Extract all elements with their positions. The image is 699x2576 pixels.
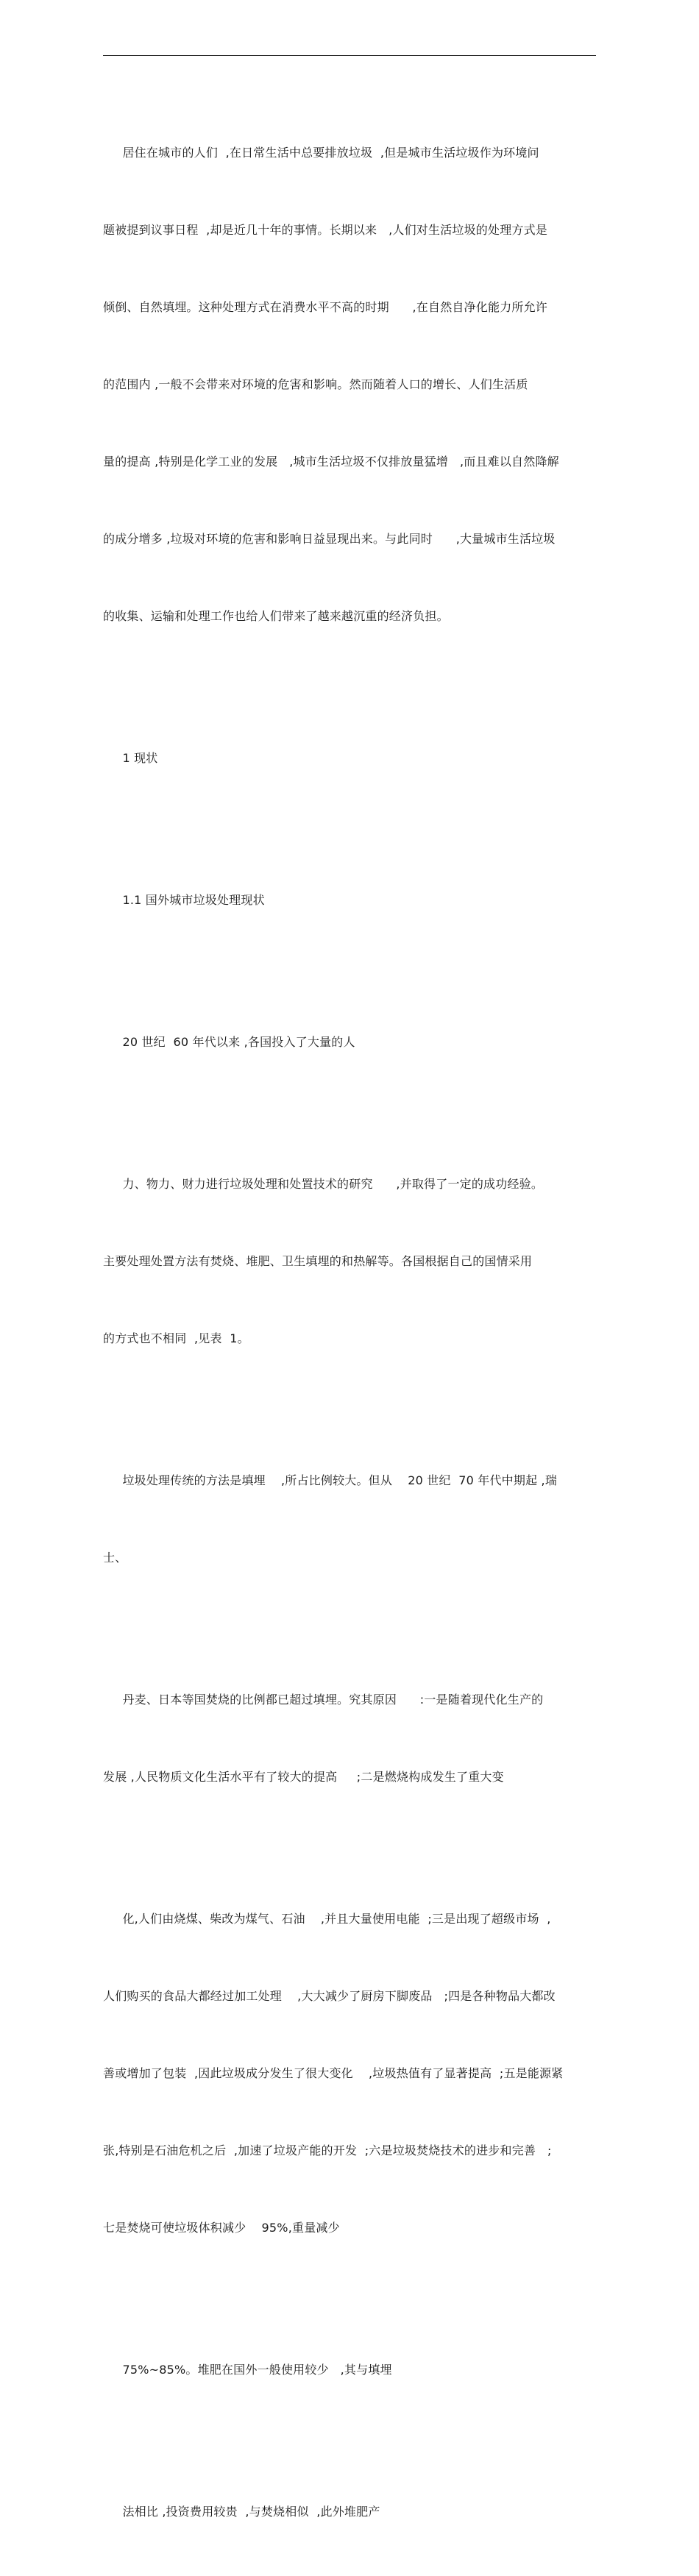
text-line: 善或增加了包装 ,因此垃圾成分发生了很大变化 ,垃圾热值有了显著提高 ;五是能源紧 xyxy=(103,2066,564,2080)
paragraph-intro xyxy=(103,88,596,680)
text-line: 人们购买的食品大都经过加工处理 ,大大减少了厨房下脚废品 ;四是各种物品大都改 xyxy=(103,1989,556,2003)
text-line: 75%~85%。堆肥在国外一般使用较少 ,其与填埋 xyxy=(103,2363,392,2377)
text-line: 题被提到议事日程 ,却是近几十年的事情。长期以来 ,人们对生活垃圾的处理方式是 xyxy=(103,223,548,237)
paragraph xyxy=(103,2305,596,2434)
text-line: 的成分增多 ,垃圾对环境的危害和影响日益显现出来。与此同时 ,大量城市生活垃圾 xyxy=(103,532,556,546)
text-line: 1.1 国外城市垃圾处理现状 xyxy=(103,893,265,907)
text-line: 力、物力、财力进行垃圾处理和处置技术的研究 ,并取得了一定的成功经验。 xyxy=(103,1177,544,1191)
text-line: 的收集、运输和处理工作也给人们带来了越来越沉重的经济负担。 xyxy=(103,609,449,623)
text-line: 主要处理处置方法有焚烧、堆肥、卫生填埋的和热解等。各国根据自己的国情采用 xyxy=(103,1254,533,1268)
subsection-heading xyxy=(103,836,596,964)
text-line: 化,人们由烧煤、柴改为煤气、石油 ,并且大量使用电能 ;三是出现了超级市场 , xyxy=(103,1912,551,1926)
document-body xyxy=(103,88,596,2576)
text-line: 法相比 ,投资费用较贵 ,与焚烧相似 ,此外堆肥产 xyxy=(103,2505,380,2519)
paragraph xyxy=(103,1416,596,1622)
text-line: 发展 ,人民物质文化生活水平有了较大的提高 ;二是燃烧构成发生了重大变 xyxy=(103,1770,504,1784)
text-line: 量的提高 ,特别是化学工业的发展 ,城市生活垃圾不仅排放量猛增 ,而且难以自然降解 xyxy=(103,455,559,469)
paragraph xyxy=(103,1854,596,2292)
text-line: 居住在城市的人们 ,在日常生活中总要排放垃圾 ,但是城市生活垃圾作为环境问 xyxy=(103,146,539,160)
text-line: 张,特别是石油危机之后 ,加速了垃圾产能的开发 ;六是垃圾焚烧技术的进步和完善 ; xyxy=(103,2143,552,2157)
paragraph xyxy=(103,1635,596,1841)
paragraph xyxy=(103,2447,596,2576)
text-line: 20 世纪 60 年代以来 ,各国投入了大量的人 xyxy=(103,1035,355,1049)
section-heading xyxy=(103,694,596,822)
text-line: 的方式也不相同 ,见表 1。 xyxy=(103,1331,249,1345)
text-line: 垃圾处理传统的方法是填埋 ,所占比例较大。但从 20 世纪 70 年代中期起 ,瑞 xyxy=(103,1473,558,1487)
text-line: 丹麦、日本等国焚烧的比例都已超过填埋。究其原因 :一是随着现代化生产的 xyxy=(103,1693,544,1707)
text-line: 1 现状 xyxy=(103,751,158,765)
paragraph xyxy=(103,978,596,1106)
text-line: 的范围内 ,一般不会带来对环境的危害和影响。然而随着人口的增长、人们生活质 xyxy=(103,377,528,391)
paragraph xyxy=(103,1120,596,1403)
text-line: 士、 xyxy=(103,1551,127,1565)
header-rule xyxy=(103,55,596,56)
text-line: 倾倒、自然填埋。这种处理方式在消费水平不高的时期 ,在自然自净化能力所允许 xyxy=(103,300,548,314)
text-line: 七是焚烧可使垃圾体积减少 95%,重量减少 xyxy=(103,2221,340,2235)
